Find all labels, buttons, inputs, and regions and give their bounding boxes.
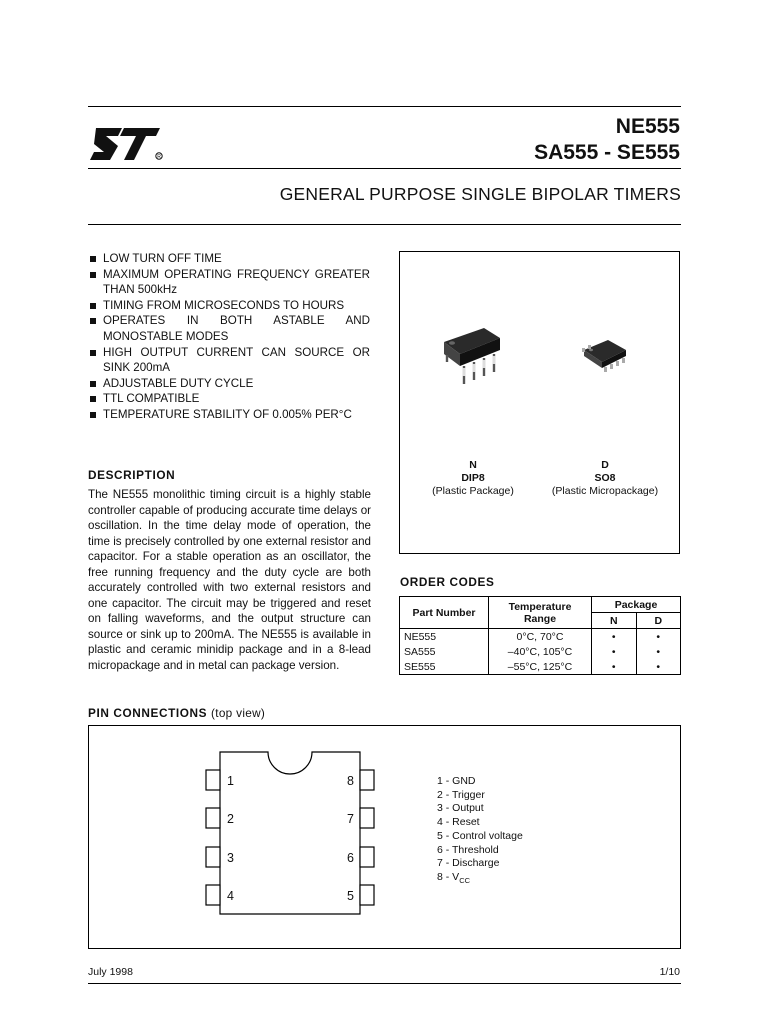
pin-number-3: 3 [227,851,234,865]
pin-number-1: 1 [227,774,234,788]
feature-item: MAXIMUM OPERATING FREQUENCY GREATER THAN 500kHz [88,267,370,298]
package-n-cell: • [592,659,637,675]
pin-number-2: 2 [227,812,234,826]
pin-item: 3 - Output [437,802,484,815]
feature-item: TTL COMPATIBLE [88,391,370,407]
dip8-name: DIP8 [461,472,485,484]
temp-cell: –40°C, 105°C [489,644,592,659]
svg-text:R: R [157,154,161,160]
document-subtitle: GENERAL PURPOSE SINGLE BIPOLAR TIMERS [279,184,681,204]
so8-package-image [580,336,632,380]
dip8-desc: (Plastic Package) [432,485,514,497]
col-package-n: N [592,613,637,629]
feature-list [88,251,370,423]
col-package: Package [592,597,681,613]
so8-caption [543,459,667,498]
feature-item: LOW TURN OFF TIME [88,251,370,267]
pin-item: 7 - Discharge [437,857,500,870]
package-box [399,251,680,554]
dip8-code: N [469,459,477,471]
pin-item: 2 - Trigger [437,788,485,801]
description-heading: DESCRIPTION [88,468,176,482]
feature-item: TIMING FROM MICROSECONDS TO HOURS [88,298,370,314]
pin-number-7: 7 [347,812,354,826]
pin-item-8 [437,871,523,888]
pin-number-5: 5 [347,889,354,903]
package-d-cell: • [636,629,681,645]
pin-connections-subtitle: (top view) [211,706,266,720]
pin-item: 6 - Threshold [437,843,499,856]
table-row [400,629,681,645]
package-n-cell: • [592,629,637,645]
pin-item: 5 - Control voltage [437,829,523,842]
col-part-number: Part Number [400,597,489,629]
footer-date: July 1998 [88,966,133,978]
col-temperature-range: Temperature Range [489,597,592,629]
pin-connections-box [88,725,681,949]
col-package-d: D [636,613,681,629]
so8-name: SO8 [594,472,616,484]
feature-item: ADJUSTABLE DUTY CYCLE [88,376,370,392]
order-codes-table [399,596,681,675]
pinout-diagram [200,748,380,918]
part-number-title: NE555 [615,115,680,138]
order-codes-heading: ORDER CODES [400,575,495,589]
feature-item: TEMPERATURE STABILITY OF 0.005% PER°C [88,407,370,423]
top-rule [88,106,681,107]
temp-cell: 0°C, 70°C [489,629,592,645]
pin-list [437,775,523,888]
table-row [400,659,681,675]
pin-item: 1 - GND [437,775,476,787]
page-number: 1/10 [659,966,680,978]
feature-item: HIGH OUTPUT CURRENT CAN SOURCE OR SINK 200mA [88,345,370,376]
package-n-cell: • [592,644,637,659]
footer-rule [88,983,681,984]
pin8-subscript: CC [459,876,471,886]
pin-connections-heading [88,706,265,720]
header-rule [88,168,681,169]
temp-cell: –55°C, 125°C [489,659,592,675]
table-row [400,644,681,659]
part-cell: SE555 [400,659,489,675]
dip8-caption [422,459,524,498]
st-logo [88,116,170,164]
pin-number-6: 6 [347,851,354,865]
pin-connections-title: PIN CONNECTIONS [88,706,208,720]
pin-number-4: 4 [227,889,234,903]
so8-desc: (Plastic Micropackage) [551,485,659,497]
pin-number-8: 8 [347,774,354,788]
pin8-prefix: 8 - V [437,870,460,883]
description-text: The NE555 monolithic timing circuit is a highly stable controller capable of producing accurate time delays or oscillation. In the time delay mode of operation, the time is precisely controlled by one external resistor and capacitor. For a stable operation as an oscillator, the free running frequency and the duty cycle are both accurately controlled with two external resistors and one capacitor. The circuit may be triggered and reset on falling waveforms, and the output structure can source or sink up to 200mA. The NE555 is available in plastic and ceramic minidip package and in a 8-lead micropackage and in metal can package version. [88,488,371,672]
part-cell: SA555 [400,644,489,659]
so8-code: D [601,459,609,471]
package-d-cell: • [636,644,681,659]
feature-item: OPERATES IN BOTH ASTABLE AND MONOSTABLE MODES [88,313,370,344]
part-number-variants: SA555 - SE555 [534,141,680,164]
subtitle-rule [88,224,681,225]
part-cell: NE555 [400,629,489,645]
pin-item: 4 - Reset [437,816,480,829]
package-d-cell: • [636,659,681,675]
dip8-package-image [438,322,508,392]
